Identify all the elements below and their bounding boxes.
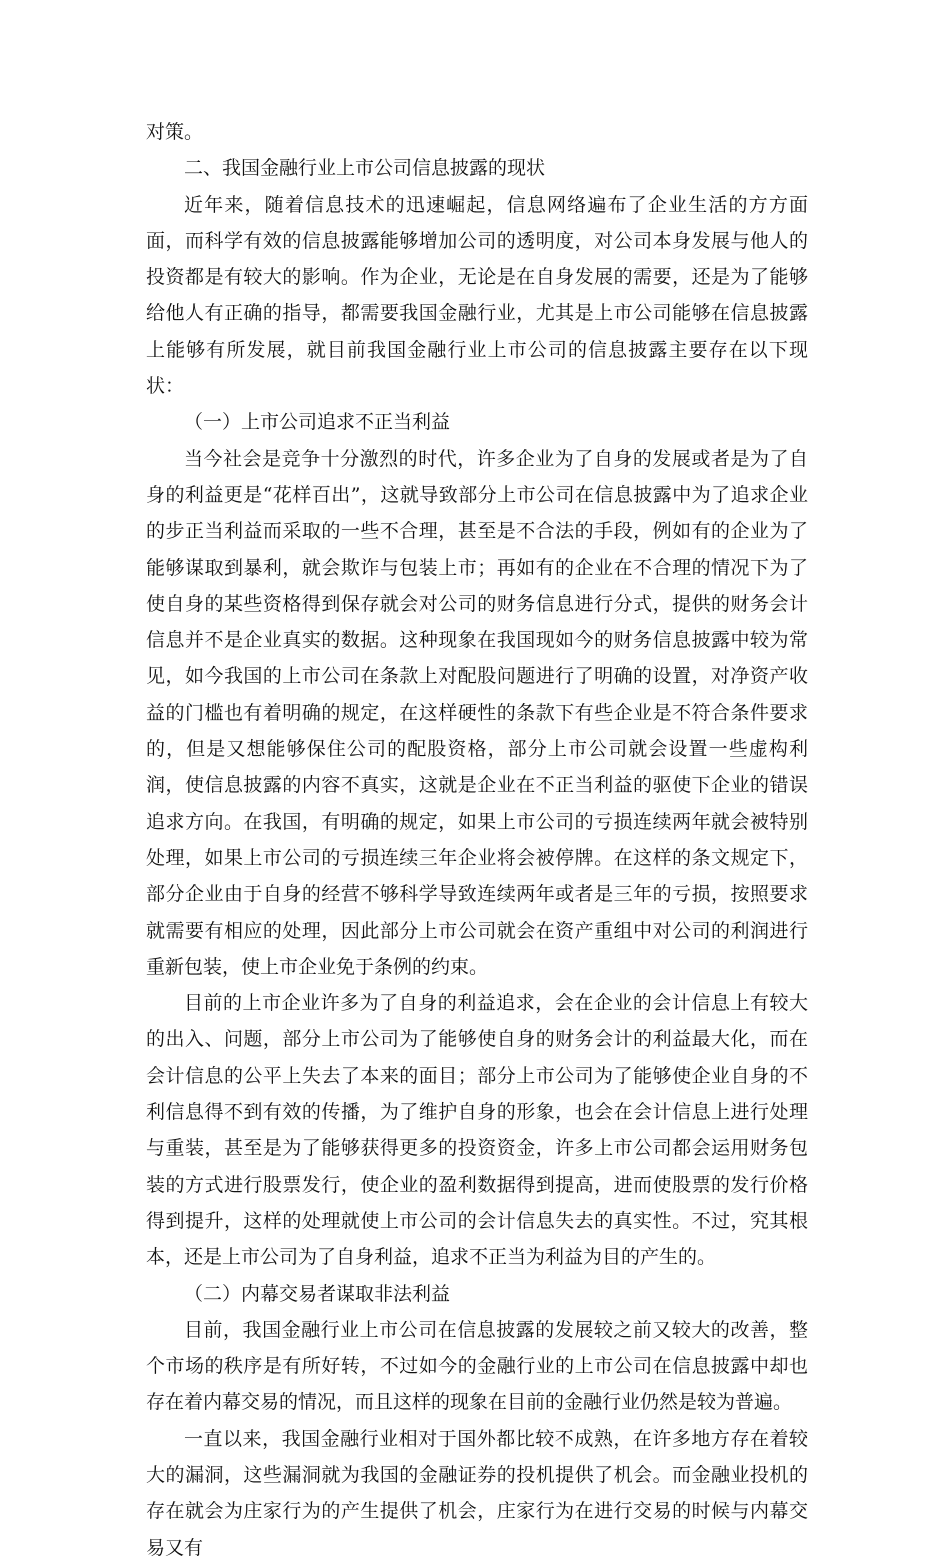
body-paragraph: 当今社会是竞争十分激烈的时代，许多企业为了自身的发展或者是为了自身的利益更是“花样百出”，这就导致部分上市公司在信息披露中为了追求企业的步正当利益而采取的一些不合理，甚至是不合法的手段，例如有的企业为了能够谋取到暴利，就会欺诈与包装上市；再如有的企业在不合理的情况下为了使自身的某些资格得到保存就会对公司的财务信息进行分式，提供的财务会计信息并不是企业真实的数据。这种现象在我国现如今的财务信息披露中较为常见，如今我国的上市公司在条款上对配股问题进行了明确的设置，对净资产收益的门槛也有着明确的规定，在这样硬性的条款下有些企业是不符合条件要求的，但是又想能够保住公司的配股资格，部分上市公司就会设置一些虚构利润，使信息披露的内容不真实，这就是企业在不正当利益的驱使下企业的错误追求方向。在我国，有明确的规定，如果上市公司的亏损连续两年就会被特别处理，如果上市公司的亏损连续三年企业将会被停牌。在这样的条文规定下，部分企业由于自身的经营不够科学导致连续两年或者是三年的亏损，按照要求就需要有相应的处理，因此部分上市公司就会在资产重组中对公司的利润进行重新包装，使上市企业免于条例的约束。	[146, 447, 808, 978]
body-paragraph: 目前，我国金融行业上市公司在信息披露的发展较之前又较大的改善，整个市场的秩序是有所好转，不过如今的金融行业的上市公司在信息披露中却也存在着内幕交易的情况，而且这样的现象在目前的金融行业仍然是较为普遍。	[146, 1318, 808, 1414]
body-paragraph: 目前的上市企业许多为了自身的利益追求，会在企业的会计信息上有较大的出入、问题，部分上市公司为了能够使自身的财务会计的利益最大化，而在会计信息的公平上失去了本来的面目；部分上市公司为了能够使企业自身的不利信息得不到有效的传播，为了维护自身的形象，也会在会计信息上进行处理与重装，甚至是为了能够获得更多的投资资金，许多上市公司都会运用财务包装的方式进行股票发行，使企业的盈利数据得到提高，进而使股票的发行价格得到提升，这样的处理就使上市公司的会计信息失去的真实性。不过，究其根本，还是上市公司为了自身利益，追求不正当为利益为目的产生的。	[146, 992, 808, 1269]
section-heading: 二、我国金融行业上市公司信息披露的现状	[184, 157, 546, 180]
subsection-heading: （二）内幕交易者谋取非法利益	[184, 1282, 451, 1305]
body-paragraph: 一直以来，我国金融行业相对于国外都比较不成熟，在许多地方存在着较大的漏洞，这些漏洞就为我国的金融证券的投机提供了机会。而金融业投机的存在就会为庄家行为的产生提供了机会，庄家行为在进行交易的时候与内幕交易又有	[146, 1427, 808, 1559]
subsection-heading: （一）上市公司追求不正当利益	[184, 411, 451, 434]
continuation-paragraph: 对策。	[146, 121, 204, 143]
body-paragraph: 近年来，随着信息技术的迅速崛起，信息网络遍布了企业生活的方方面面，而科学有效的信息披露能够增加公司的透明度，对公司本身发展与他人的投资都是有较大的影响。作为企业，无论是在自身发展的需要，还是为了能够给他人有正确的指导，都需要我国金融行业，尤其是上市公司能够在信息披露上能够有所发展，就目前我国金融行业上市公司的信息披露主要存在以下现状：	[146, 193, 808, 398]
document-body	[146, 114, 808, 1566]
